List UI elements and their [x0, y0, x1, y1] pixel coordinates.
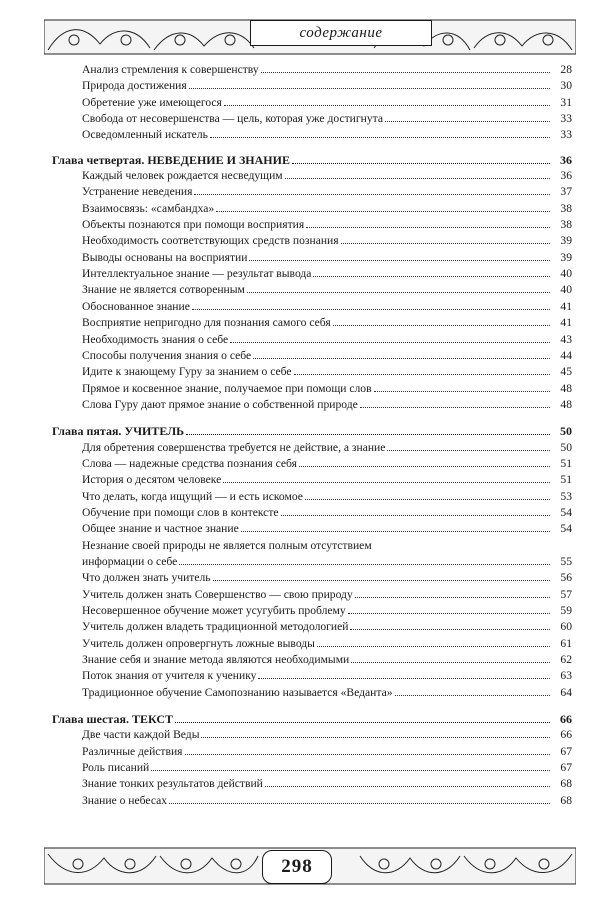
toc-entry-title: Учитель должен знать Совершенство — свою природу: [82, 587, 353, 601]
toc-entry-title: Обоснованное знание: [82, 299, 190, 313]
toc-entry-title: Взаимосвязь: «самбандха»: [82, 201, 215, 215]
toc-entry-page: 41: [560, 316, 572, 330]
toc-entry-title: Несовершенное обучение может усугубить проблему: [82, 604, 346, 617]
toc-entry: [52, 348, 572, 364]
toc-entry-title: Осведомленный искатель: [82, 128, 208, 142]
toc-entry: [52, 78, 572, 94]
toc-entry: [52, 652, 572, 668]
toc-entry: [52, 381, 572, 397]
toc-entry-wrapped-line1: [52, 538, 572, 554]
toc-entry-page: 48: [560, 397, 572, 411]
toc-entry-page: 38: [560, 201, 572, 215]
toc-entry-page: 61: [560, 636, 572, 650]
toc-entry-page: 40: [560, 283, 572, 297]
toc-entry: [52, 793, 572, 809]
toc-entry-page: 44: [560, 348, 572, 362]
toc-entry-page: 57: [560, 587, 572, 601]
toc-entry-title: Устранение неведения: [82, 185, 193, 199]
chapter-heading: [52, 423, 572, 439]
toc-entry: [52, 456, 572, 472]
toc-entry-title: Знание себя и знание метода являются необходимыми: [82, 653, 350, 667]
toc-entry: [52, 299, 572, 315]
toc-entry-page: 68: [560, 793, 572, 807]
toc-entry-page: 53: [560, 489, 572, 503]
toc-entry-page: 28: [560, 63, 572, 76]
toc-entry: [52, 521, 572, 537]
toc-entry-title: История о десятом человеке: [82, 473, 222, 487]
toc-entry: [52, 472, 572, 488]
toc-entry-title: Необходимость знания о себе: [82, 332, 229, 346]
toc-entry-page: 36: [560, 169, 572, 183]
toc-entry-title: Традиционное обучение Самопознанию называется «Веданта»: [82, 685, 393, 699]
toc-entry-title: Роль писаний: [82, 761, 150, 775]
toc-entry-page: 67: [560, 744, 572, 758]
toc-entry-title: Обучение при помощи слов в контексте: [82, 505, 279, 519]
toc-entry-page: 56: [560, 571, 572, 585]
chapter-page: 66: [560, 712, 572, 727]
toc-entry: [52, 250, 572, 266]
chapter-title: Глава пятая. УЧИТЕЛЬ: [52, 424, 185, 439]
toc-entry: [52, 440, 572, 456]
toc-entry-title: Слова Гуру дают прямое знание о собственной природе: [82, 397, 358, 411]
toc-entry-title: Прямое и косвенное знание, получаемое при помощи слов: [82, 381, 372, 395]
toc-entry-title: Идите к знающему Гуру за знанием о себе: [82, 365, 292, 379]
toc-entry: [52, 217, 572, 233]
toc-entry-title: Анализ стремления к совершенству: [82, 63, 259, 76]
toc-entry-page: 68: [560, 777, 572, 791]
toc-entry-title: Объекты познаются при помощи восприятия: [82, 218, 305, 232]
toc-entry-title: Незнание своей природы не является полным отсутствием: [82, 538, 372, 552]
toc-entry-title: Две части каждой Веды: [82, 728, 200, 742]
chapter-heading: [52, 152, 572, 168]
toc-entry-title: Учитель должен опровергнуть ложные выводы: [82, 636, 315, 650]
chapter-title: Глава четвертая. НЕВЕДЕНИЕ И ЗНАНИЕ: [52, 152, 290, 167]
toc-entry: [52, 587, 572, 603]
toc-entry: [52, 184, 572, 200]
section-title: содержание: [250, 20, 432, 46]
chapter-page: 50: [560, 424, 572, 439]
toc-entry: [52, 315, 572, 331]
toc-entry-page: 43: [560, 332, 572, 346]
toc-entry-page: 39: [560, 250, 572, 264]
toc-entry: [52, 168, 572, 184]
toc-entry-title: Природа достижения: [82, 79, 187, 93]
toc-entry-title: Общее знание и частное знание: [82, 522, 239, 536]
toc-entry-page: 51: [560, 473, 572, 487]
toc-entry: [52, 554, 572, 570]
toc-entry-page: 41: [560, 299, 572, 313]
toc-entry-page: 40: [560, 267, 572, 281]
toc-entry-title: Учитель должен владеть традиционной методологией: [82, 620, 349, 634]
page-number: 298: [262, 850, 332, 884]
chapter-title: Глава шестая. ТЕКСТ: [52, 712, 174, 727]
toc-entry: [52, 127, 572, 143]
chapter-heading: [52, 711, 572, 727]
toc-entry-title: Способы получения знания о себе: [82, 348, 252, 362]
toc-entry: [52, 685, 572, 701]
toc-entry-title: Необходимость соответствующих средств познания: [82, 234, 339, 248]
toc-entry-page: 31: [560, 95, 572, 109]
toc-entry: [52, 570, 572, 586]
toc-entry: [52, 397, 572, 413]
toc-entry-title: Поток знания от учителя к ученику: [82, 669, 257, 683]
toc-entry-page: 59: [560, 604, 572, 617]
toc-entry: [52, 619, 572, 635]
toc-entry-page: 33: [560, 128, 572, 142]
toc-entry: [52, 776, 572, 792]
toc-entry-title: Обретение уже имеющегося: [82, 95, 222, 109]
toc-entry-page: 63: [560, 669, 572, 683]
toc-entry-page: 55: [560, 554, 572, 568]
toc-entry-page: 62: [560, 653, 572, 667]
toc-entry: [52, 489, 572, 505]
toc-entry-title: Что делать, когда ищущий — и есть искомое: [82, 489, 303, 503]
toc-entry: [52, 668, 572, 684]
toc-entry: [52, 760, 572, 776]
toc-entry-title: Свобода от несовершенства — цель, которая уже достигнута: [82, 112, 383, 126]
toc-entry-title: Слова — надежные средства познания себя: [82, 456, 297, 470]
toc-entry-title: Восприятие непригодно для познания самого себя: [82, 316, 331, 330]
table-of-contents: [52, 62, 572, 809]
chapter-page: 36: [560, 152, 572, 167]
toc-entry-title: Знание о небесах: [82, 793, 168, 807]
toc-entry: [52, 727, 572, 743]
toc-entry-page: 48: [560, 381, 572, 395]
toc-entry: [52, 233, 572, 249]
toc-entry: [52, 266, 572, 282]
toc-entry-page: 54: [560, 505, 572, 519]
toc-entry-page: 54: [560, 522, 572, 536]
toc-entry-page: 33: [560, 112, 572, 126]
toc-entry: [52, 744, 572, 760]
toc-entry: [52, 95, 572, 111]
toc-entry-title: Для обретения совершенства требуется не действие, а знание: [82, 440, 386, 454]
toc-entry-title: Различные действия: [82, 744, 183, 758]
toc-entry: [52, 364, 572, 380]
toc-entry-title: Знание тонких результатов действий: [82, 777, 263, 791]
toc-entry-title: информации о себе: [82, 554, 178, 568]
toc-entry-page: 66: [560, 728, 572, 742]
toc-entry: [52, 282, 572, 298]
toc-entry-page: 30: [560, 79, 572, 93]
toc-entry: [52, 111, 572, 127]
toc-entry-title: Интеллектуальное знание — результат вывода: [82, 267, 312, 281]
toc-entry: [52, 636, 572, 652]
toc-entry: [52, 332, 572, 348]
toc-entry-title: Каждый человек рождается несведущим: [82, 169, 283, 183]
toc-entry-page: 60: [560, 620, 572, 634]
toc-entry: [52, 505, 572, 521]
toc-entry-page: 45: [560, 365, 572, 379]
toc-entry-page: 64: [560, 685, 572, 699]
toc-entry-page: 37: [560, 185, 572, 199]
toc-entry-page: 67: [560, 761, 572, 775]
toc-entry: [52, 62, 572, 78]
toc-entry: [52, 603, 572, 619]
toc-entry-title: Знание не является сотворенным: [82, 283, 245, 297]
toc-entry-title: Выводы основаны на восприятии: [82, 250, 248, 264]
toc-entry: [52, 201, 572, 217]
toc-entry-page: 50: [560, 440, 572, 454]
toc-entry-page: 38: [560, 218, 572, 232]
toc-entry-page: 51: [560, 456, 572, 470]
toc-entry-title: Что должен знать учитель: [82, 571, 211, 585]
toc-entry-page: 39: [560, 234, 572, 248]
